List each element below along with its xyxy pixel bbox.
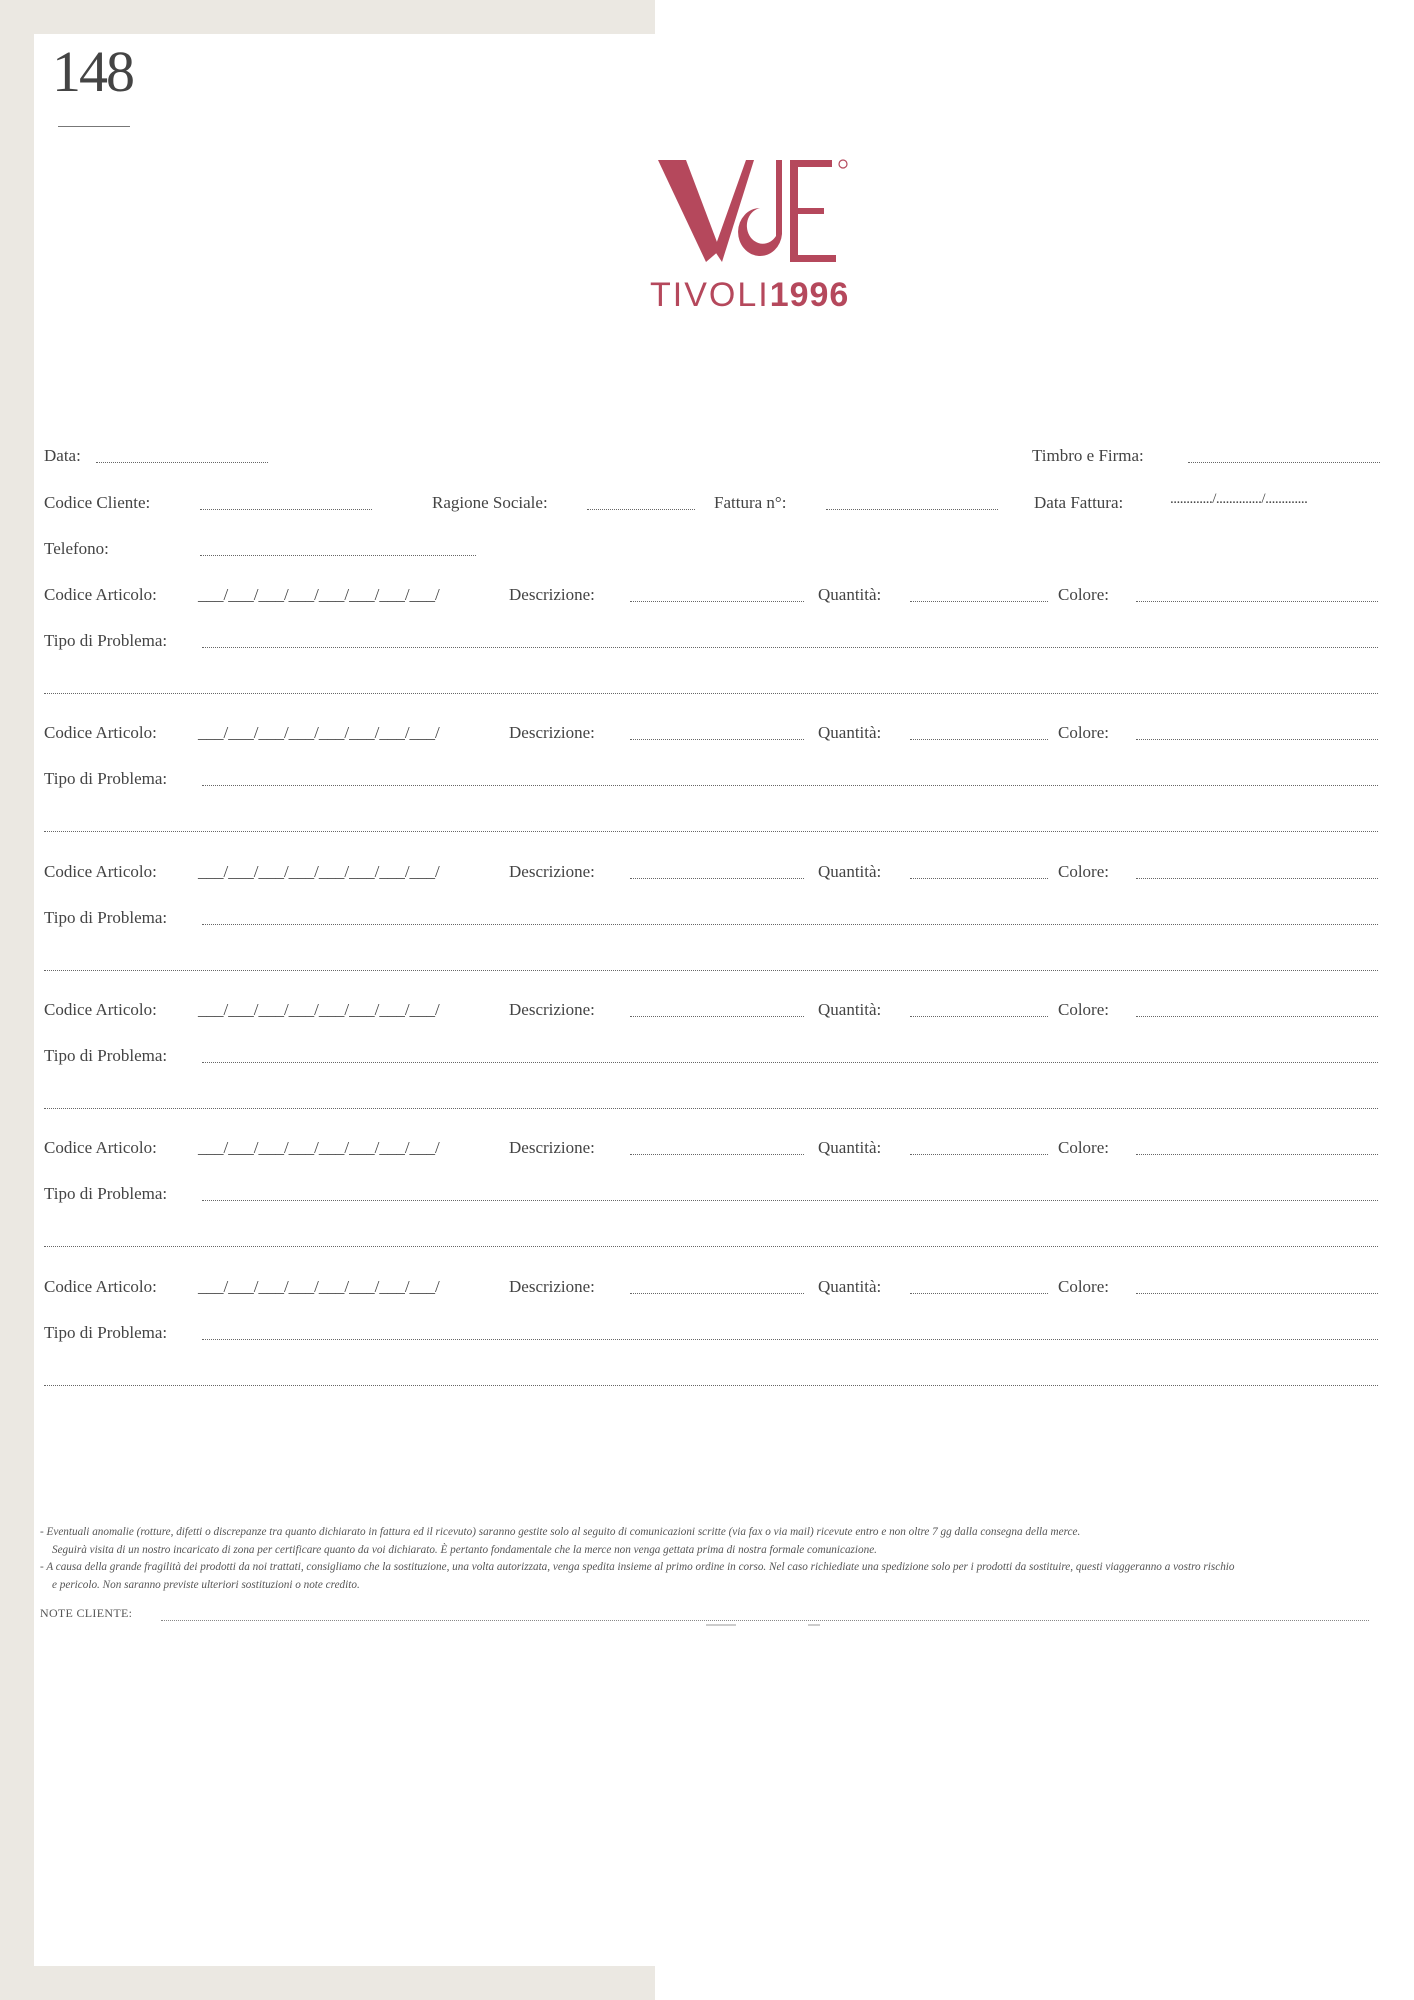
- descrizione-label-1: Descrizione:: [509, 585, 595, 604]
- page-number: 148: [52, 39, 133, 104]
- codice-articolo-field-5[interactable]: ___/___/___/___/___/___/___/___/: [198, 1138, 440, 1157]
- colore-field-2[interactable]: [1136, 739, 1378, 740]
- terms-notes: [40, 1524, 1380, 1594]
- tipo-problema-field-3[interactable]: [202, 924, 1378, 925]
- descrizione-field-1[interactable]: [630, 601, 804, 602]
- tipo-problema-extra-line-2[interactable]: [44, 831, 1378, 832]
- tipo-problema-field-5[interactable]: [202, 1200, 1378, 1201]
- telefono-label: Telefono:: [44, 539, 109, 558]
- tipo-problema-extra-line-5[interactable]: [44, 1246, 1378, 1247]
- codice-articolo-field-6[interactable]: ___/___/___/___/___/___/___/___/: [198, 1277, 440, 1296]
- ragione-sociale-field[interactable]: [587, 509, 695, 510]
- timbro-firma-label: Timbro e Firma:: [1032, 446, 1144, 465]
- note-cliente-label: NOTE CLIENTE:: [40, 1606, 133, 1620]
- quantita-field-1[interactable]: [910, 601, 1048, 602]
- codice-cliente-label: Codice Cliente:: [44, 493, 151, 512]
- tipo-problema-field-2[interactable]: [202, 785, 1378, 786]
- data-fattura-label: Data Fattura:: [1034, 493, 1124, 512]
- codice-articolo-label-3: Codice Articolo:: [44, 862, 157, 881]
- quantita-field-6[interactable]: [910, 1293, 1048, 1294]
- vde-monogram-icon: [650, 150, 870, 270]
- quantita-field-3[interactable]: [910, 878, 1048, 879]
- codice-articolo-field-4[interactable]: ___/___/___/___/___/___/___/___/: [198, 1000, 440, 1019]
- quantita-field-4[interactable]: [910, 1016, 1048, 1017]
- note-line-2: Seguirà visita di un nostro incaricato di zona per certificare quanto da voi dichiarato. È pertanto fondamentale che la merce non venga gettata prima di nostra formale comunicazione.: [52, 1543, 877, 1556]
- quantita-field-5[interactable]: [910, 1154, 1048, 1155]
- codice-articolo-label-4: Codice Articolo:: [44, 1000, 157, 1019]
- colore-label-2: Colore:: [1058, 723, 1109, 742]
- data-fattura-field[interactable]: ............./............../.............: [1170, 491, 1308, 507]
- tipo-problema-field-4[interactable]: [202, 1062, 1378, 1063]
- tipo-problema-extra-line-6[interactable]: [44, 1385, 1378, 1386]
- codice-articolo-label-2: Codice Articolo:: [44, 723, 157, 742]
- quantita-field-2[interactable]: [910, 739, 1048, 740]
- quantita-label-4: Quantità:: [818, 1000, 882, 1019]
- fattura-label: Fattura n°:: [714, 493, 787, 512]
- codice-cliente-field[interactable]: [200, 509, 372, 510]
- quantita-label-3: Quantità:: [818, 862, 882, 881]
- timbro-firma-field[interactable]: [1188, 462, 1380, 463]
- quantita-label-1: Quantità:: [818, 585, 882, 604]
- quantita-label-5: Quantità:: [818, 1138, 882, 1157]
- descrizione-field-4[interactable]: [630, 1016, 804, 1017]
- codice-articolo-field-2[interactable]: ___/___/___/___/___/___/___/___/: [198, 723, 440, 742]
- descrizione-field-6[interactable]: [630, 1293, 804, 1294]
- colore-label-3: Colore:: [1058, 862, 1109, 881]
- brand-wordmark: [650, 276, 849, 315]
- quantita-label-2: Quantità:: [818, 723, 882, 742]
- print-mark: [706, 1624, 736, 1626]
- colore-field-3[interactable]: [1136, 878, 1378, 879]
- descrizione-label-3: Descrizione:: [509, 862, 595, 881]
- colore-field-6[interactable]: [1136, 1293, 1378, 1294]
- brand-city: TIVOLI: [650, 276, 770, 314]
- tipo-problema-extra-line-4[interactable]: [44, 1108, 1378, 1109]
- note-line-3: - A causa della grande fragilità dei prodotti da noi trattati, consigliamo che la sostituzione, una volta autorizzata, venga spedita insieme al primo ordine in corso. Nel caso richiediate una spedizione solo per i prodotti da sostituire, questi viaggeranno a vostro rischio: [40, 1561, 1235, 1573]
- ragione-sociale-label: Ragione Sociale:: [432, 493, 548, 512]
- codice-articolo-label-5: Codice Articolo:: [44, 1138, 157, 1157]
- tipo-problema-extra-line-1[interactable]: [44, 693, 1378, 694]
- note-line-1: - Eventuali anomalie (rotture, difetti o discrepanze tra quanto dichiarato in fattura ed il ricevuto) saranno gestite solo al seguito di comunicazioni scritte (via fax o via mail) ricevute entro e non oltre 7 gg dalla consegna della merce.: [40, 1526, 1081, 1538]
- descrizione-label-4: Descrizione:: [509, 1000, 595, 1019]
- colore-field-4[interactable]: [1136, 1016, 1378, 1017]
- tipo-problema-label-5: Tipo di Problema:: [44, 1184, 168, 1203]
- descrizione-field-3[interactable]: [630, 878, 804, 879]
- tipo-problema-label-6: Tipo di Problema:: [44, 1323, 168, 1342]
- codice-articolo-label-6: Codice Articolo:: [44, 1277, 157, 1296]
- print-mark: [808, 1624, 820, 1626]
- data-label: Data:: [44, 446, 81, 465]
- note-line-4: e pericolo. Non saranno previste ulteriori sostituzioni o note credito.: [52, 1578, 360, 1591]
- colore-field-1[interactable]: [1136, 601, 1378, 602]
- paper-bottom-strip: [655, 1966, 1414, 2000]
- colore-label-4: Colore:: [1058, 1000, 1109, 1019]
- tipo-problema-extra-line-3[interactable]: [44, 970, 1378, 971]
- data-field[interactable]: [96, 462, 268, 463]
- descrizione-label-6: Descrizione:: [509, 1277, 595, 1296]
- descrizione-field-2[interactable]: [630, 739, 804, 740]
- paper-top-strip: [655, 0, 1414, 34]
- quantita-label-6: Quantità:: [818, 1277, 882, 1296]
- descrizione-field-5[interactable]: [630, 1154, 804, 1155]
- tipo-problema-field-6[interactable]: [202, 1339, 1378, 1340]
- brand-year: 1996: [769, 276, 850, 314]
- telefono-field[interactable]: [200, 555, 476, 556]
- descrizione-label-5: Descrizione:: [509, 1138, 595, 1157]
- tipo-problema-field-1[interactable]: [202, 647, 1378, 648]
- fattura-field[interactable]: [826, 509, 998, 510]
- tipo-problema-label-3: Tipo di Problema:: [44, 908, 168, 927]
- colore-label-5: Colore:: [1058, 1138, 1109, 1157]
- note-cliente-field[interactable]: [161, 1620, 1369, 1621]
- codice-articolo-label-1: Codice Articolo:: [44, 585, 157, 604]
- codice-articolo-field-1[interactable]: ___/___/___/___/___/___/___/___/: [198, 585, 440, 604]
- tipo-problema-label-2: Tipo di Problema:: [44, 769, 168, 788]
- colore-label-1: Colore:: [1058, 585, 1109, 604]
- descrizione-label-2: Descrizione:: [509, 723, 595, 742]
- tipo-problema-label-4: Tipo di Problema:: [44, 1046, 168, 1065]
- tipo-problema-label-1: Tipo di Problema:: [44, 631, 168, 650]
- codice-articolo-field-3[interactable]: ___/___/___/___/___/___/___/___/: [198, 862, 440, 881]
- page-number-rule: [58, 126, 130, 127]
- colore-field-5[interactable]: [1136, 1154, 1378, 1155]
- colore-label-6: Colore:: [1058, 1277, 1109, 1296]
